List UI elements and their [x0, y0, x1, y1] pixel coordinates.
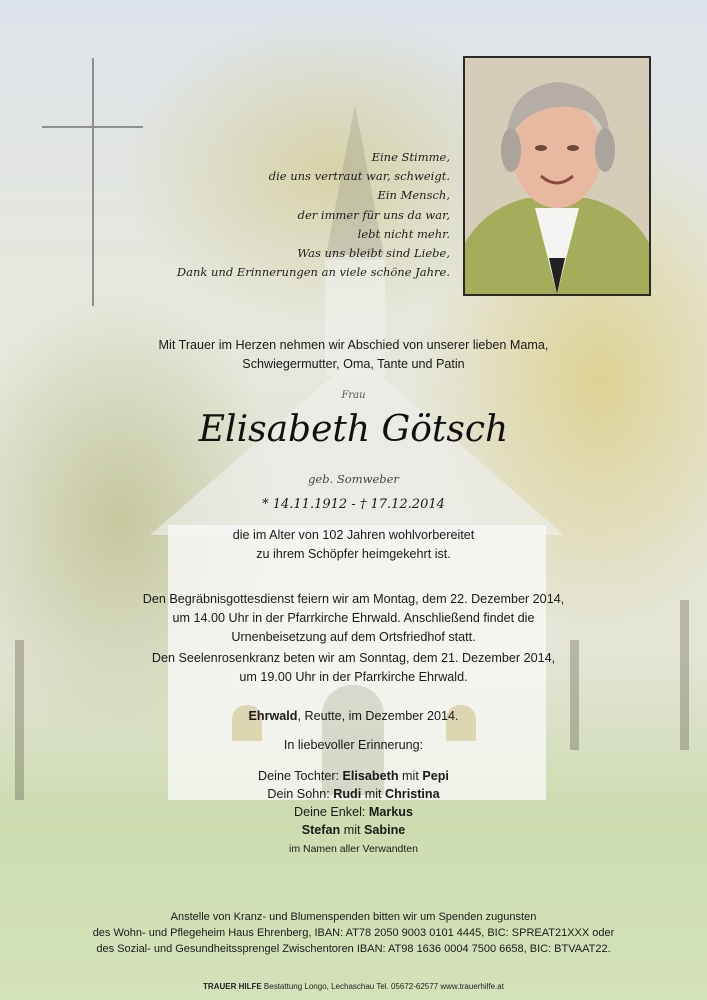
verse-line: die uns vertraut war, schweigt.	[268, 169, 450, 184]
funeral-text	[0, 590, 707, 647]
verse-line: Ein Mensch,	[377, 188, 450, 203]
age-line: die im Alter von 102 Jahren wohlvorbereitet	[232, 528, 475, 542]
deceased-name: Elisabeth Götsch	[198, 409, 509, 450]
cross-icon	[92, 58, 94, 306]
family-member: Christina	[385, 787, 440, 801]
family-member: Pepi	[422, 769, 449, 783]
place-name: Ehrwald	[248, 709, 298, 723]
verse-line: der immer für uns da war,	[297, 207, 450, 222]
intro-text	[0, 336, 707, 374]
portrait-photo	[463, 56, 651, 296]
intro-line: Schwiegermutter, Oma, Tante und Patin	[242, 357, 465, 371]
birth-name: geb. Somweber	[308, 472, 399, 486]
donation-line: des Wohn- und Pflegeheim Haus Ehrenberg, IBAN: AT78 2050 9003 0101 4445, BIC: SPREAT21XXX oder	[92, 927, 615, 939]
salutation: Frau	[341, 390, 366, 401]
funeral-line: Den Begräbnisgottesdienst feiern wir am Montag, dem 22. Dezember 2014,	[142, 592, 565, 606]
footer-brand: TRAUER HILFE	[203, 982, 262, 991]
donation-line: Anstelle von Kranz- und Blumenspenden bitten wir um Spenden zugunsten	[170, 911, 537, 923]
family-connector: mit	[398, 769, 423, 783]
family-line-daughter	[0, 767, 707, 785]
rosary-text	[0, 649, 707, 687]
verse-line: lebt nicht mehr.	[357, 226, 450, 241]
cross-icon-bar	[42, 126, 143, 128]
verse-line: Eine Stimme,	[371, 150, 450, 164]
family-member: Sabine	[364, 823, 406, 837]
place-date-rest: , Reutte, im Dezember 2014.	[297, 709, 459, 723]
footer	[0, 982, 707, 991]
life-dates: * 14.11.1912 - † 17.12.2014	[262, 497, 445, 512]
intro-line: Mit Trauer im Herzen nehmen wir Abschied von unserer lieben Mama,	[158, 338, 549, 352]
portrait-illustration	[465, 58, 649, 294]
family-label: Dein Sohn:	[267, 787, 334, 801]
family-connector: mit	[340, 823, 364, 837]
place-date	[0, 707, 707, 726]
family-line-grandchildren	[0, 803, 707, 821]
verse-line: Dank und Erinnerungen an viele schöne Jahre.	[176, 265, 450, 280]
funeral-line: um 14.00 Uhr in der Pfarrkirche Ehrwald. Anschließend findet die	[172, 611, 535, 625]
family-label: Deine Tochter:	[258, 769, 343, 783]
memorial-verse	[150, 148, 450, 282]
family-member: Rudi	[333, 787, 362, 801]
age-line: zu ihrem Schöpfer heimgekehrt ist.	[256, 547, 451, 561]
rosary-line: um 19.00 Uhr in der Pfarrkirche Ehrwald.	[239, 670, 468, 684]
remembrance-heading: In liebevoller Erinnerung:	[283, 738, 424, 752]
family-list	[0, 767, 707, 839]
family-member: Stefan	[301, 823, 341, 837]
donation-text	[0, 909, 707, 957]
family-label: Deine Enkel:	[293, 805, 369, 819]
footer-contact: Bestattung Longo, Lechaschau Tel. 05672-62577 www.trauerhilfe.at	[261, 982, 504, 991]
rosary-line: Den Seelenrosenkranz beten wir am Sonntag, dem 21. Dezember 2014,	[151, 651, 556, 665]
verse-line: Was uns bleibt sind Liebe,	[297, 246, 450, 261]
family-line-grandchild	[0, 821, 707, 839]
family-connector: mit	[361, 787, 385, 801]
age-text	[0, 526, 707, 564]
funeral-line: Urnenbeisetzung auf dem Ortsfriedhof statt.	[231, 630, 476, 644]
donation-line: des Sozial- und Gesundheitssprengel Zwischentoren IBAN: AT98 1636 0004 7500 6658, BIC: BTVAAT22.	[96, 943, 611, 955]
family-member: Markus	[368, 805, 413, 819]
family-member: Elisabeth	[342, 769, 399, 783]
relatives-note: im Namen aller Verwandten	[289, 843, 418, 855]
family-line-son	[0, 785, 707, 803]
